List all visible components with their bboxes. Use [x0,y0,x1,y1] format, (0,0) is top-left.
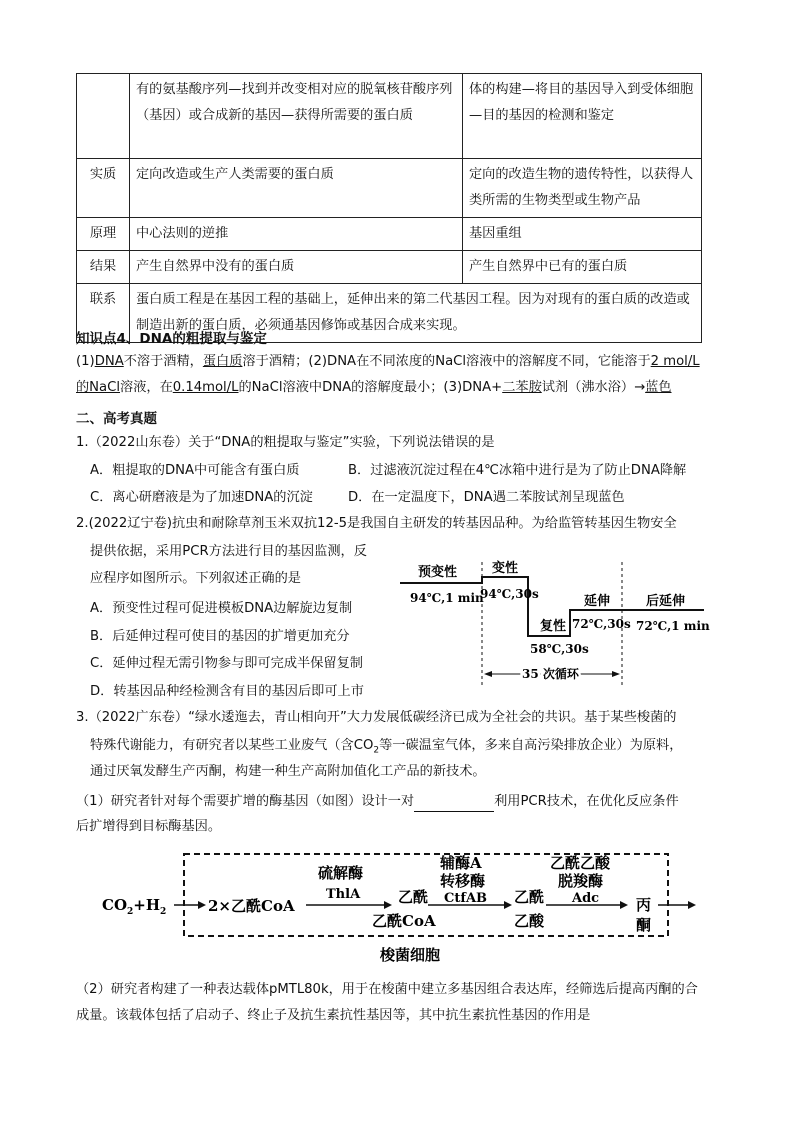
acetone-label: 丙 [636,896,652,914]
table-row [77,251,702,284]
anneal-label: 复性 [540,619,567,634]
answer-blank[interactable] [414,797,494,812]
table-row [77,159,702,218]
q1-option-c: C．离心研磨液是为了加速DNA的沉淀 [90,490,313,505]
row-label: 结果 [77,251,130,284]
knowledge-line-1: (1)DNA不溶于酒精，蛋白质溶于酒精；(2)DNA在不同浓度的NaCl溶液中的溶解度不同，它能溶于2 mol/L [76,354,700,369]
enzyme-ctfab-name: 辅酶A [440,854,482,872]
extend-label: 延伸 [584,594,611,609]
cell-caption: 梭菌细胞 [380,946,441,964]
table-row [77,74,702,159]
pcr-program-diagram [392,558,712,698]
enzyme-thla-code: ThlA [326,887,361,902]
acetoacetyl-coa-label: 乙酰 [398,888,429,906]
acetyl-coa-label: 2×乙酰CoA [208,897,295,915]
acetone-label: 酮 [636,916,652,934]
table-row [77,218,702,251]
q1-option-d: D．在一定温度下，DNA遇二苯胺试剂呈现蓝色 [348,490,625,505]
table-cell: 产生自然界中已有的蛋白质 [463,251,702,284]
question-2-stem: 应程序如图所示。下列叙述正确的是 [90,571,301,586]
table-cell: 基因重组 [463,218,702,251]
denature-condition: 94℃,30s [480,587,539,601]
q2-option-c: C．延伸过程无需引物参与即可完成半保留复制 [90,656,363,671]
q1-option-b: B．过滤液沉淀过程在4℃冰箱中进行是为了防止DNA降解 [348,463,687,478]
q2-option-a: A．预变性过程可促进模板DNA边解旋边复制 [90,601,353,616]
denature-label: 变性 [492,561,519,576]
row-label: 实质 [77,159,130,218]
q2-option-b: B．后延伸过程可使目的基因的扩增更加充分 [90,629,350,644]
pathway-diagram [96,842,706,970]
q2-option-d: D．转基因品种经检测含有目的基因后即可上市 [90,684,364,699]
postextend-condition: 72℃,1 min [636,619,710,633]
section-heading: 知识点4、DNA的粗提取与鉴定 [76,331,267,347]
enzyme-adc-code: Adc [572,891,600,906]
question-2-stem: 提供依据，采用PCR方法进行目的基因监测，反 [90,544,367,559]
enzyme-ctfab-code: CtfAB [444,891,488,906]
question-3-part-1: （1）研究者针对每个需要扩增的酶基因（如图）设计一对 利用PCR技术，在优化反应条件 [76,792,679,812]
predenature-condition: 94℃,1 min [410,591,484,605]
row-label: 原理 [77,218,130,251]
question-3-line: 通过厌氧发酵生产丙酮，构建一种生产高附加值化工产品的新技术。 [90,764,486,779]
question-3-part-1: 后扩增得到目标酶基因。 [76,819,222,834]
table-cell: 中心法则的逆推 [130,218,463,251]
table-cell: 蛋白质工程是在基因工程的基础上，延伸出来的第二代基因工程。因为对现有的蛋白质的改造或制造出新的蛋白质，必须通基因修饰或基因合成来实现。 [130,284,702,343]
question-3-part-2: （2）研究者构建了一种表达载体pMTL80k，用于在梭菌中建立多基因组合表达库，经筛选后提高丙酮的合 [76,982,698,997]
table-cell: 定向改造或生产人类需要的蛋白质 [130,159,463,218]
question-1-stem: 1.（2022山东卷）关于“DNA的粗提取与鉴定”实验，下列说法错误的是 [76,435,495,450]
predenature-label: 预变性 [418,565,458,580]
question-3-line: 3.（2022广东卷）“绿水逶迤去，青山相向开”大力发展低碳经济已成为全社会的共识。基于某些梭菌的 [76,710,677,725]
enzyme-adc-name: 脱羧酶 [558,872,604,890]
anneal-condition: 58℃,30s [530,642,589,656]
start-substrate: $CO_2+H_2$ [102,896,167,917]
q1-option-a: A．粗提取的DNA中可能含有蛋白质 [90,463,300,478]
row-label: 联系 [77,284,130,343]
question-2-stem: 2.(2022辽宁卷)抗虫和耐除草剂玉米双抗12-5是我国自主研发的转基因品种。为给监管转基因生物安全 [76,516,677,531]
cycle-count: 35 次循环 [522,667,579,681]
enzyme-adc-name: 乙酰乙酸 [550,854,611,872]
table-cell: 定向的改造生物的遗传特性，以获得人类所需的生物类型或生物产品 [463,159,702,218]
postextend-label: 后延伸 [646,594,686,609]
comparison-table [76,73,702,343]
section-heading: 二、高考真题 [76,411,157,427]
question-3-line: 特殊代谢能力，有研究者以某些工业废气（含$CO_2$等一碳温室气体，多来自高污染排放企业）为原料， [90,738,683,756]
acetoacetyl-coa-label: 乙酰CoA [372,912,436,930]
table-cell: 体的构建—将目的基因导入到受体细胞—目的基因的检测和鉴定 [463,74,702,159]
table-cell: 有的氨基酸序列—找到并改变相对应的脱氧核苷酸序列（基因）或合成新的基因—获得所需要的蛋白质 [130,74,463,159]
row-label [77,74,130,159]
extend-condition: 72℃,30s [572,617,631,631]
table-cell: 产生自然界中没有的蛋白质 [130,251,463,284]
knowledge-line-2: 的NaCl溶液，在0.14mol/L的NaCl溶液中DNA的溶解度最小；(3)DNA+二苯胺试剂（沸水浴）→蓝色 [76,380,672,395]
acetoacetate-label: 乙酸 [514,912,545,930]
enzyme-thla-name: 硫解酶 [318,864,364,882]
acetoacetate-label: 乙酰 [514,888,545,906]
enzyme-ctfab-name: 转移酶 [440,872,486,890]
question-3-part-2: 成量。该载体包括了启动子、终止子及抗生素抗性基因等，其中抗生素抗性基因的作用是 [76,1008,591,1023]
